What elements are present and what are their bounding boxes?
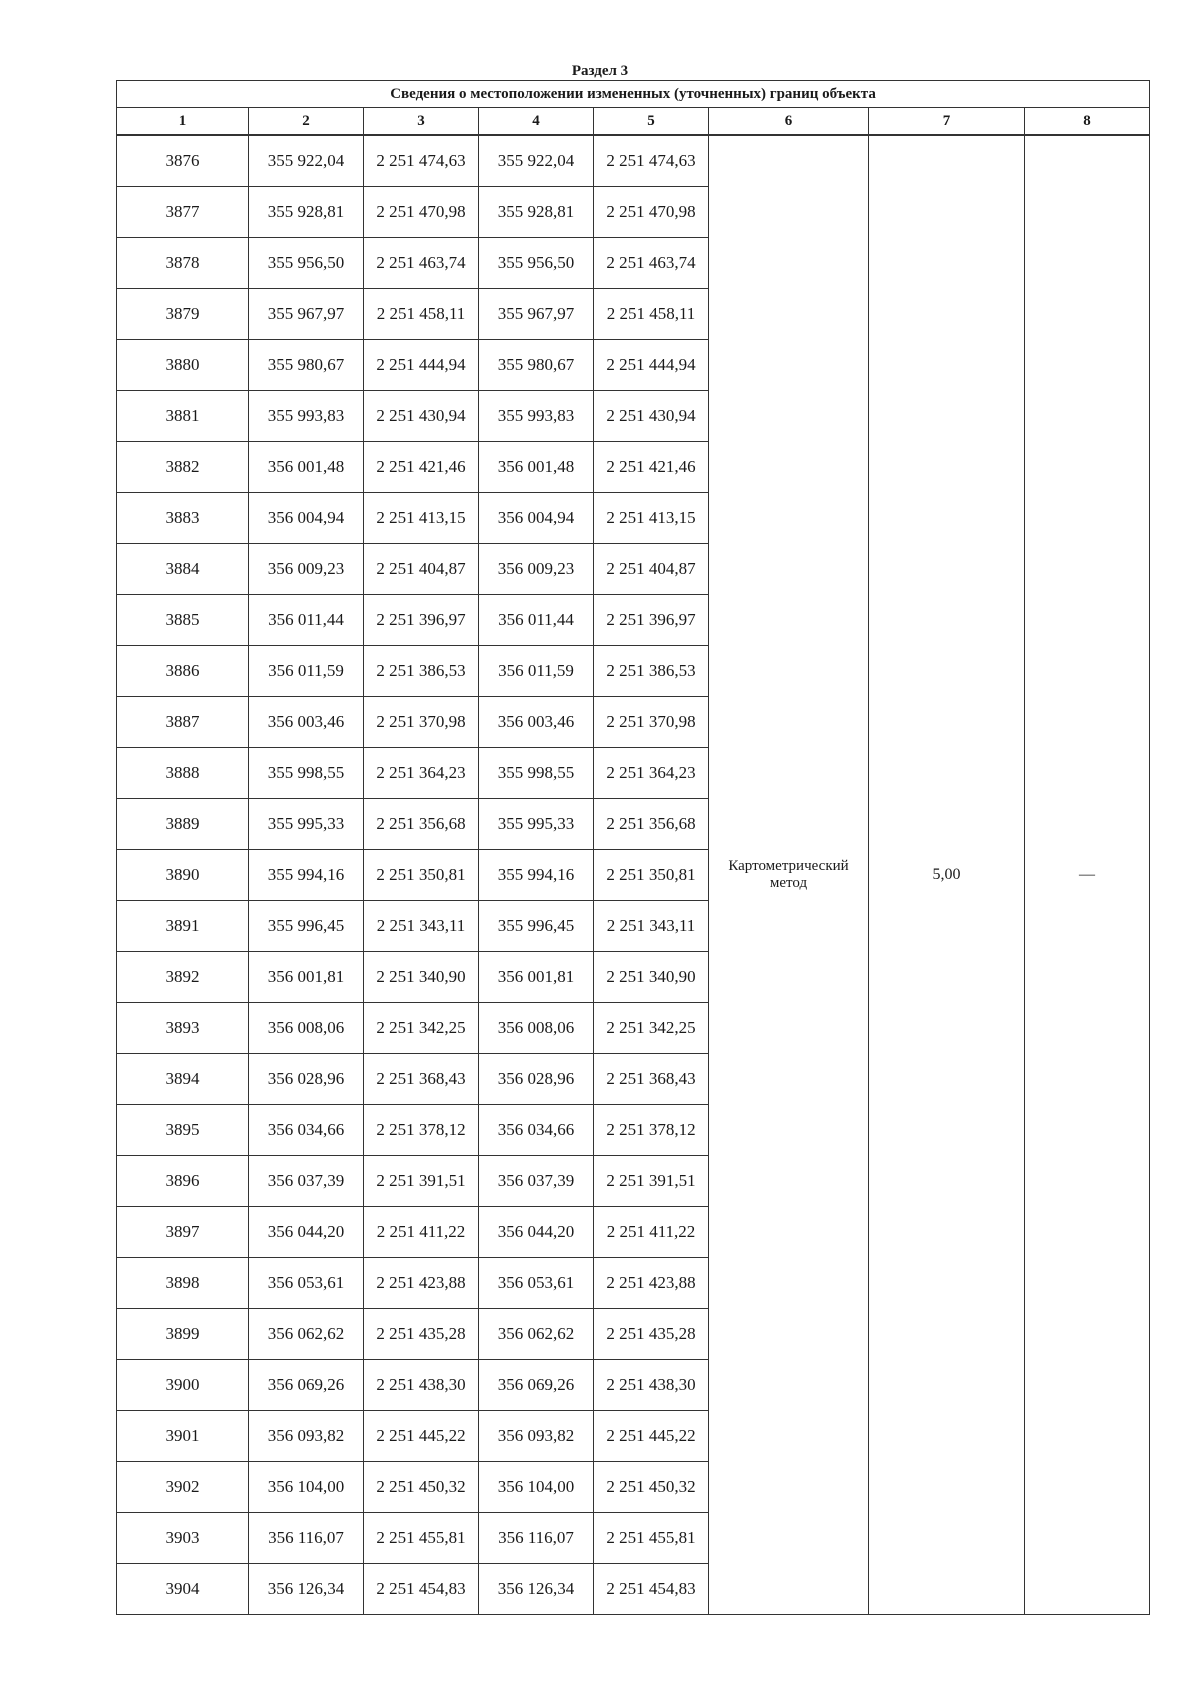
- y-new-cell: 2 251 458,11: [594, 289, 709, 340]
- y-new-cell: 2 251 350,81: [594, 850, 709, 901]
- y-new-cell: 2 251 404,87: [594, 544, 709, 595]
- x-new-cell: 356 011,59: [479, 646, 594, 697]
- x-existing-cell: 356 069,26: [249, 1360, 364, 1411]
- y-existing-cell: 2 251 378,12: [364, 1105, 479, 1156]
- x-existing-cell: 356 037,39: [249, 1156, 364, 1207]
- point-number-cell: 3893: [117, 1003, 249, 1054]
- x-new-cell: 356 053,61: [479, 1258, 594, 1309]
- point-number-cell: 3889: [117, 799, 249, 850]
- x-existing-cell: 355 928,81: [249, 187, 364, 238]
- y-new-cell: 2 251 463,74: [594, 238, 709, 289]
- y-existing-cell: 2 251 411,22: [364, 1207, 479, 1258]
- y-new-cell: 2 251 342,25: [594, 1003, 709, 1054]
- x-new-cell: 356 044,20: [479, 1207, 594, 1258]
- x-existing-cell: 355 967,97: [249, 289, 364, 340]
- point-number-cell: 3881: [117, 391, 249, 442]
- x-new-cell: 356 011,44: [479, 595, 594, 646]
- y-new-cell: 2 251 356,68: [594, 799, 709, 850]
- x-new-cell: 355 980,67: [479, 340, 594, 391]
- x-existing-cell: 356 104,00: [249, 1462, 364, 1513]
- y-new-cell: 2 251 438,30: [594, 1360, 709, 1411]
- column-number-2: 2: [249, 108, 364, 136]
- y-new-cell: 2 251 454,83: [594, 1564, 709, 1615]
- x-existing-cell: 356 001,48: [249, 442, 364, 493]
- y-new-cell: 2 251 423,88: [594, 1258, 709, 1309]
- section-title: Раздел 3: [571, 63, 629, 79]
- y-existing-cell: 2 251 340,90: [364, 952, 479, 1003]
- y-new-cell: 2 251 396,97: [594, 595, 709, 646]
- y-existing-cell: 2 251 396,97: [364, 595, 479, 646]
- point-number-cell: 3899: [117, 1309, 249, 1360]
- x-new-cell: 356 104,00: [479, 1462, 594, 1513]
- method-cell: Картометрический метод: [709, 135, 869, 1615]
- y-existing-cell: 2 251 454,83: [364, 1564, 479, 1615]
- point-number-cell: 3892: [117, 952, 249, 1003]
- table-row: [117, 135, 1150, 187]
- x-new-cell: 356 126,34: [479, 1564, 594, 1615]
- point-number-cell: 3890: [117, 850, 249, 901]
- column-number-8: 8: [1025, 108, 1150, 136]
- y-new-cell: 2 251 455,81: [594, 1513, 709, 1564]
- y-existing-cell: 2 251 356,68: [364, 799, 479, 850]
- column-number-4: 4: [479, 108, 594, 136]
- y-existing-cell: 2 251 413,15: [364, 493, 479, 544]
- y-new-cell: 2 251 430,94: [594, 391, 709, 442]
- point-number-cell: 3878: [117, 238, 249, 289]
- y-existing-cell: 2 251 423,88: [364, 1258, 479, 1309]
- point-number-cell: 3903: [117, 1513, 249, 1564]
- column-number-7: 7: [869, 108, 1025, 136]
- point-number-cell: 3896: [117, 1156, 249, 1207]
- x-new-cell: 355 956,50: [479, 238, 594, 289]
- column-number-3: 3: [364, 108, 479, 136]
- y-new-cell: 2 251 444,94: [594, 340, 709, 391]
- x-new-cell: 356 001,48: [479, 442, 594, 493]
- x-existing-cell: 356 093,82: [249, 1411, 364, 1462]
- y-existing-cell: 2 251 455,81: [364, 1513, 479, 1564]
- point-number-cell: 3901: [117, 1411, 249, 1462]
- y-existing-cell: 2 251 444,94: [364, 340, 479, 391]
- y-existing-cell: 2 251 450,32: [364, 1462, 479, 1513]
- y-new-cell: 2 251 470,98: [594, 187, 709, 238]
- y-existing-cell: 2 251 386,53: [364, 646, 479, 697]
- y-new-cell: 2 251 386,53: [594, 646, 709, 697]
- x-existing-cell: 356 004,94: [249, 493, 364, 544]
- x-existing-cell: 356 011,59: [249, 646, 364, 697]
- y-new-cell: 2 251 474,63: [594, 135, 709, 187]
- point-number-cell: 3897: [117, 1207, 249, 1258]
- y-existing-cell: 2 251 342,25: [364, 1003, 479, 1054]
- y-new-cell: 2 251 435,28: [594, 1309, 709, 1360]
- x-existing-cell: 356 009,23: [249, 544, 364, 595]
- x-existing-cell: 356 008,06: [249, 1003, 364, 1054]
- column-number-1: 1: [117, 108, 249, 136]
- accuracy-cell: 5,00: [869, 135, 1025, 1615]
- x-existing-cell: 356 062,62: [249, 1309, 364, 1360]
- table-caption: Сведения о местоположении измененных (уточненных) границ объекта: [117, 81, 1150, 108]
- point-number-cell: 3880: [117, 340, 249, 391]
- x-new-cell: 356 004,94: [479, 493, 594, 544]
- y-new-cell: 2 251 370,98: [594, 697, 709, 748]
- point-number-cell: 3877: [117, 187, 249, 238]
- x-new-cell: 356 069,26: [479, 1360, 594, 1411]
- x-existing-cell: 355 956,50: [249, 238, 364, 289]
- x-existing-cell: 355 996,45: [249, 901, 364, 952]
- x-new-cell: 356 034,66: [479, 1105, 594, 1156]
- y-existing-cell: 2 251 474,63: [364, 135, 479, 187]
- x-new-cell: 356 003,46: [479, 697, 594, 748]
- point-number-cell: 3885: [117, 595, 249, 646]
- y-existing-cell: 2 251 445,22: [364, 1411, 479, 1462]
- y-existing-cell: 2 251 391,51: [364, 1156, 479, 1207]
- x-new-cell: 356 001,81: [479, 952, 594, 1003]
- x-new-cell: 356 062,62: [479, 1309, 594, 1360]
- x-new-cell: 355 993,83: [479, 391, 594, 442]
- table-body: [117, 135, 1150, 1615]
- y-existing-cell: 2 251 343,11: [364, 901, 479, 952]
- x-existing-cell: 356 003,46: [249, 697, 364, 748]
- point-number-cell: 3884: [117, 544, 249, 595]
- x-existing-cell: 355 994,16: [249, 850, 364, 901]
- x-existing-cell: 356 011,44: [249, 595, 364, 646]
- x-existing-cell: 356 116,07: [249, 1513, 364, 1564]
- point-number-cell: 3898: [117, 1258, 249, 1309]
- x-new-cell: 355 996,45: [479, 901, 594, 952]
- x-new-cell: 355 928,81: [479, 187, 594, 238]
- y-new-cell: 2 251 450,32: [594, 1462, 709, 1513]
- y-new-cell: 2 251 364,23: [594, 748, 709, 799]
- y-existing-cell: 2 251 438,30: [364, 1360, 479, 1411]
- point-number-cell: 3900: [117, 1360, 249, 1411]
- x-existing-cell: 355 980,67: [249, 340, 364, 391]
- point-number-cell: 3888: [117, 748, 249, 799]
- x-existing-cell: 355 998,55: [249, 748, 364, 799]
- y-existing-cell: 2 251 430,94: [364, 391, 479, 442]
- x-new-cell: 356 009,23: [479, 544, 594, 595]
- y-existing-cell: 2 251 368,43: [364, 1054, 479, 1105]
- x-new-cell: 355 994,16: [479, 850, 594, 901]
- y-new-cell: 2 251 343,11: [594, 901, 709, 952]
- point-number-cell: 3876: [117, 135, 249, 187]
- x-existing-cell: 356 028,96: [249, 1054, 364, 1105]
- x-new-cell: 356 008,06: [479, 1003, 594, 1054]
- y-new-cell: 2 251 445,22: [594, 1411, 709, 1462]
- y-existing-cell: 2 251 421,46: [364, 442, 479, 493]
- y-existing-cell: 2 251 435,28: [364, 1309, 479, 1360]
- point-number-cell: 3895: [117, 1105, 249, 1156]
- point-number-cell: 3891: [117, 901, 249, 952]
- point-number-cell: 3882: [117, 442, 249, 493]
- point-number-cell: 3886: [117, 646, 249, 697]
- point-number-cell: 3904: [117, 1564, 249, 1615]
- y-existing-cell: 2 251 370,98: [364, 697, 479, 748]
- x-new-cell: 356 037,39: [479, 1156, 594, 1207]
- column-number-6: 6: [709, 108, 869, 136]
- y-new-cell: 2 251 391,51: [594, 1156, 709, 1207]
- table-caption-row: [117, 81, 1150, 108]
- point-number-cell: 3883: [117, 493, 249, 544]
- y-existing-cell: 2 251 350,81: [364, 850, 479, 901]
- x-new-cell: 356 093,82: [479, 1411, 594, 1462]
- y-new-cell: 2 251 378,12: [594, 1105, 709, 1156]
- x-existing-cell: 356 126,34: [249, 1564, 364, 1615]
- y-existing-cell: 2 251 470,98: [364, 187, 479, 238]
- x-new-cell: 355 922,04: [479, 135, 594, 187]
- y-existing-cell: 2 251 458,11: [364, 289, 479, 340]
- y-new-cell: 2 251 368,43: [594, 1054, 709, 1105]
- x-new-cell: 355 967,97: [479, 289, 594, 340]
- boundary-coordinates-table: [116, 80, 1150, 1615]
- x-existing-cell: 355 922,04: [249, 135, 364, 187]
- point-number-cell: 3879: [117, 289, 249, 340]
- x-existing-cell: 356 034,66: [249, 1105, 364, 1156]
- y-existing-cell: 2 251 364,23: [364, 748, 479, 799]
- y-new-cell: 2 251 413,15: [594, 493, 709, 544]
- x-new-cell: 356 116,07: [479, 1513, 594, 1564]
- x-existing-cell: 355 995,33: [249, 799, 364, 850]
- y-new-cell: 2 251 421,46: [594, 442, 709, 493]
- x-new-cell: 355 995,33: [479, 799, 594, 850]
- description-cell: —: [1025, 135, 1150, 1615]
- x-new-cell: 356 028,96: [479, 1054, 594, 1105]
- y-new-cell: 2 251 411,22: [594, 1207, 709, 1258]
- point-number-cell: 3902: [117, 1462, 249, 1513]
- y-new-cell: 2 251 340,90: [594, 952, 709, 1003]
- y-existing-cell: 2 251 463,74: [364, 238, 479, 289]
- x-new-cell: 355 998,55: [479, 748, 594, 799]
- point-number-cell: 3894: [117, 1054, 249, 1105]
- x-existing-cell: 356 044,20: [249, 1207, 364, 1258]
- column-number-row: [117, 108, 1150, 136]
- column-number-5: 5: [594, 108, 709, 136]
- point-number-cell: 3887: [117, 697, 249, 748]
- y-existing-cell: 2 251 404,87: [364, 544, 479, 595]
- x-existing-cell: 355 993,83: [249, 391, 364, 442]
- x-existing-cell: 356 001,81: [249, 952, 364, 1003]
- x-existing-cell: 356 053,61: [249, 1258, 364, 1309]
